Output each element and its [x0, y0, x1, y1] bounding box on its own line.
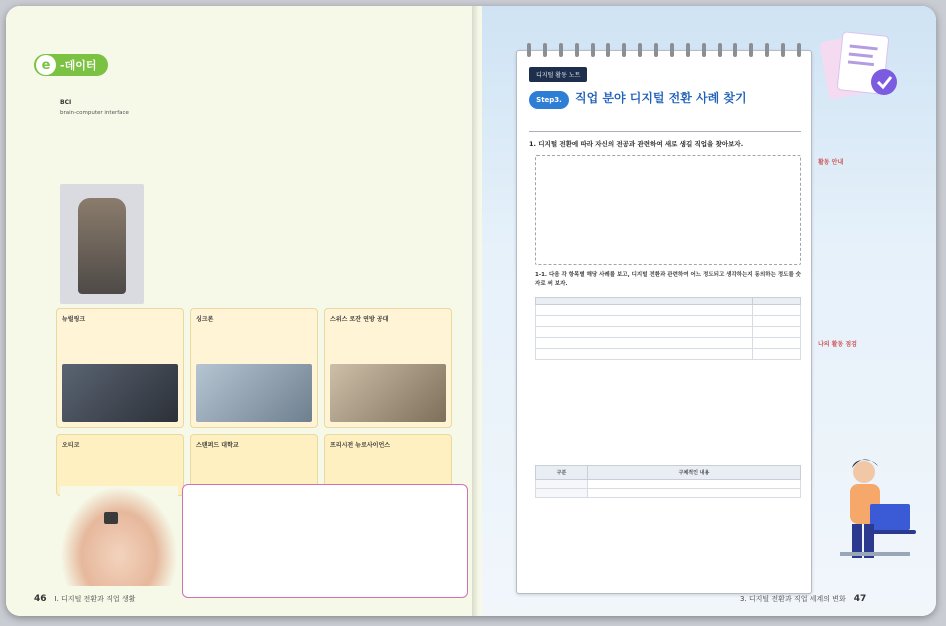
chapter-label: I. 디지털 전환과 직업 생활 [54, 595, 136, 603]
card-photo [330, 364, 446, 422]
left-footer [34, 594, 135, 604]
table-row [536, 327, 801, 338]
score-input[interactable] [753, 316, 801, 327]
right-footer [740, 594, 866, 604]
activity-worksheet [516, 50, 812, 594]
page-number: 47 [853, 594, 867, 604]
table-cell [536, 349, 753, 360]
table-header [536, 298, 753, 305]
question-1-title: 1. 디지털 전환에 따라 자신의 전공과 관련하여 새로 생길 직업을 찾아보자. [529, 140, 744, 148]
card-title: 프리시전 뉴로사이언스 [330, 442, 391, 449]
question-1-answer-box [535, 155, 801, 265]
table-row [536, 489, 801, 498]
score-input[interactable] [753, 327, 801, 338]
score-input[interactable] [753, 305, 801, 316]
card-photo [196, 364, 312, 422]
table-header: 구체적인 내용 [588, 466, 801, 480]
table-row [536, 338, 801, 349]
table-header: 구분 [536, 466, 588, 480]
textbook-spread [6, 6, 936, 616]
table-cell [536, 327, 753, 338]
left-page [6, 6, 482, 616]
documents-illustration [794, 24, 914, 114]
table-row [536, 316, 801, 327]
note-title: 나의 활동 점검 [818, 341, 857, 348]
person-at-laptop-illustration [824, 442, 920, 572]
row-header [536, 489, 588, 498]
self-check-note [818, 340, 884, 352]
score-input[interactable] [753, 338, 801, 349]
bci-figure [60, 184, 144, 304]
e-icon: e [36, 55, 56, 75]
step-badge: Step3. [529, 91, 569, 109]
bci-figure-image [78, 198, 126, 294]
glossary-sidebar [60, 98, 134, 118]
job-requirements-table [535, 465, 801, 498]
card-title: 뉴럴링크 [62, 316, 86, 323]
table-cell [536, 338, 753, 349]
right-page [482, 6, 936, 616]
table-row [536, 480, 801, 489]
answer-cell[interactable] [588, 489, 801, 498]
table-row [536, 305, 801, 316]
hand-chip-photo [60, 486, 178, 586]
table-row [536, 349, 801, 360]
answer-cell[interactable] [588, 480, 801, 489]
agreement-table [535, 297, 801, 360]
glossary-definition: brain-computer interface [60, 110, 129, 117]
activity-guide-note [818, 158, 884, 170]
score-input[interactable] [753, 349, 801, 360]
left-header [34, 54, 474, 76]
activity-tag: 디지털 활동 노트 [529, 67, 587, 82]
edata-badge [34, 54, 108, 76]
table-cell [536, 305, 753, 316]
row-header [536, 480, 588, 489]
card-title: 스탠퍼드 대학교 [196, 442, 239, 449]
binder-rings [527, 43, 801, 57]
divider [529, 131, 801, 132]
badge-label: -데이터 [60, 59, 97, 72]
note-title: 활동 안내 [818, 159, 844, 166]
page-number: 46 [34, 594, 47, 604]
card-neuralink [56, 308, 184, 428]
table-cell [536, 316, 753, 327]
chip-icon [104, 512, 118, 524]
glossary-note [182, 484, 468, 598]
glossary-term: BCI [60, 99, 72, 106]
card-epfl [324, 308, 452, 428]
card-title: 스위스 로잔 연방 공대 [330, 316, 389, 323]
card-title: 오티코 [62, 442, 80, 449]
question-1-1-title: 1-1. 다음 각 항목별 해당 사례를 보고, 디지털 전환과 관련하여 어느 정도되고 생각하는지 동의하는 정도를 숫자로 써 보자. [535, 272, 801, 287]
card-synchron [190, 308, 318, 428]
card-photo [62, 364, 178, 422]
step-title: 직업 분야 디지털 전환 사례 찾기 [575, 91, 747, 105]
company-cards [56, 308, 452, 496]
table-header [753, 298, 801, 305]
card-title: 싱크론 [196, 316, 214, 323]
chapter-label: 3. 디지털 전환과 직업 세계의 변화 [740, 595, 846, 603]
